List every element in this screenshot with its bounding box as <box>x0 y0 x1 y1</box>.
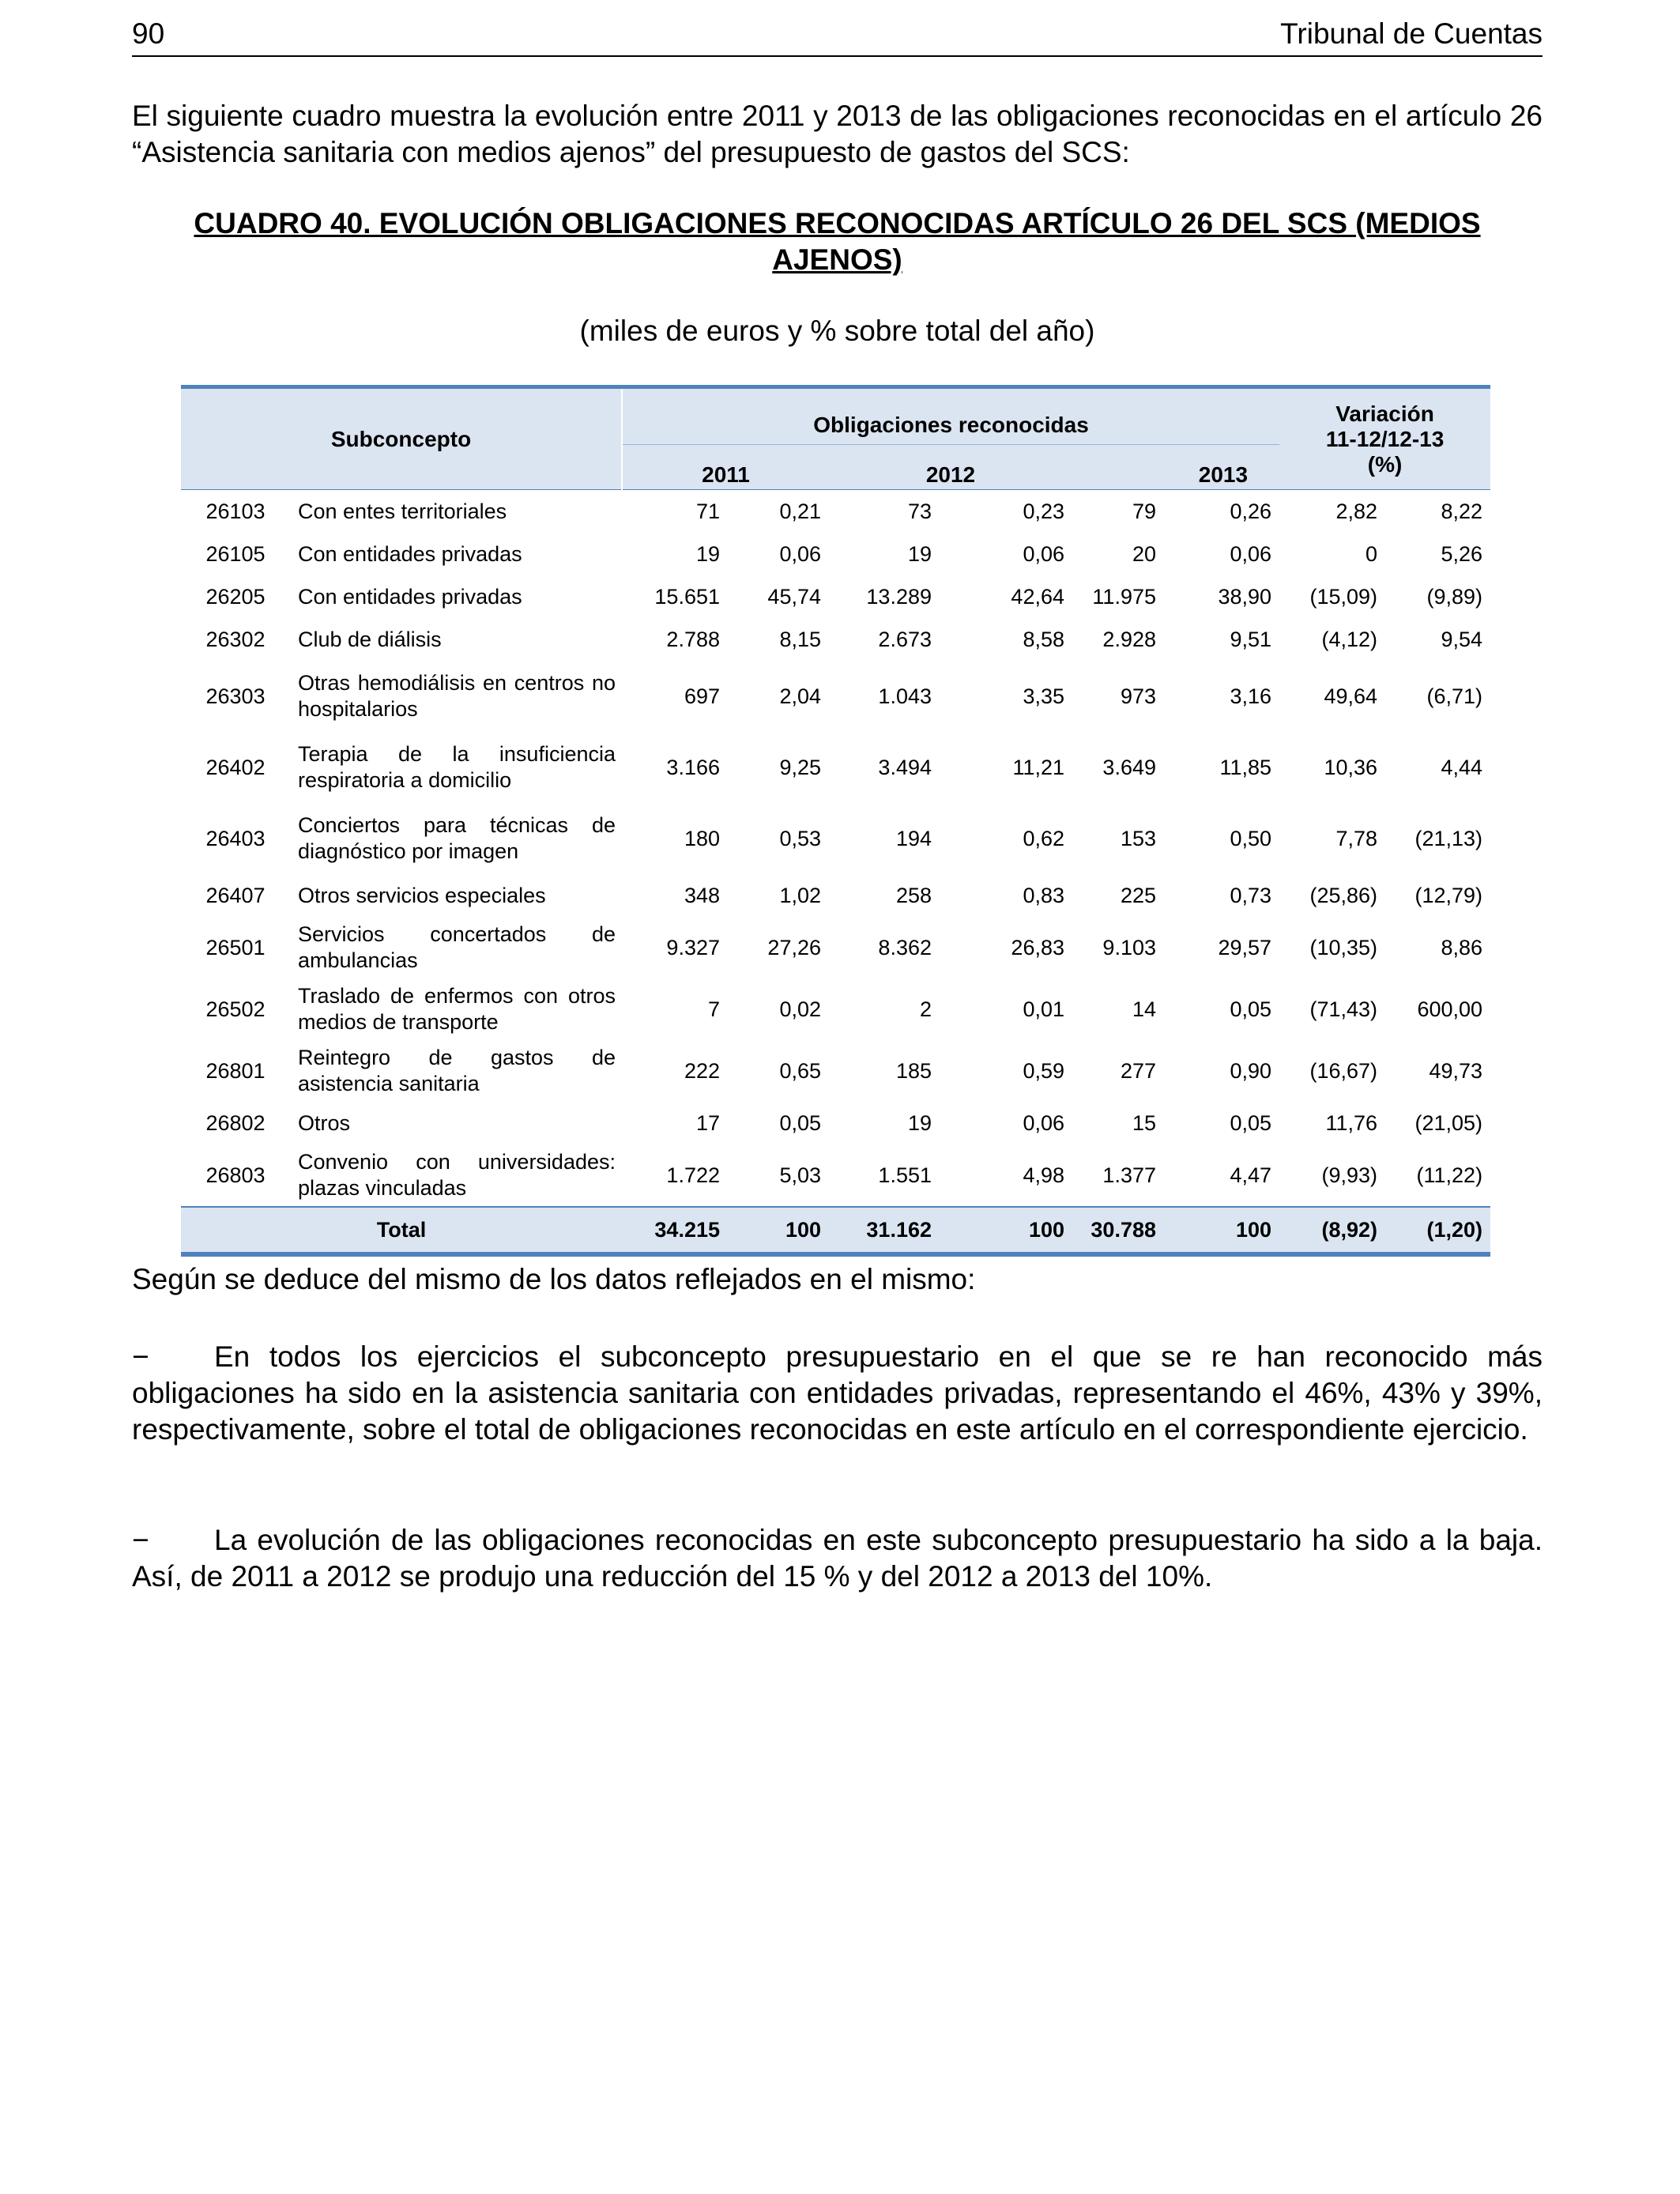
row-2012-value: 19 <box>907 541 932 566</box>
row-2011-pct: 0,02 <box>779 997 821 1021</box>
row-variation-11-12: (15,09) <box>1309 584 1378 609</box>
row-2012-pct: 0,23 <box>1023 499 1064 523</box>
row-code: 26103 <box>205 499 266 523</box>
row-2013-value: 973 <box>1120 684 1156 708</box>
header-year-2011: 2011 <box>622 445 829 490</box>
row-variation-12-13: 8,22 <box>1441 499 1483 523</box>
row-code: 26205 <box>205 584 266 609</box>
row-code: 26502 <box>205 997 266 1021</box>
row-variation-11-12: 7,78 <box>1335 826 1378 850</box>
header-organization: Tribunal de Cuentas <box>1280 17 1543 50</box>
row-2012-value: 8.362 <box>878 935 932 959</box>
row-2011-pct: 27,26 <box>767 935 821 959</box>
table-row <box>181 803 1490 874</box>
row-description: Terapia de la insuficiencia respiratoria a domicilio <box>298 742 616 792</box>
row-description: Otros <box>298 1110 351 1135</box>
row-description: Traslado de enfermos con otros medios de transporte <box>298 984 616 1034</box>
total-variation-11-12: (8,92) <box>1279 1207 1385 1254</box>
row-2013-value: 3.649 <box>1102 755 1156 779</box>
row-2012-pct: 42,64 <box>1011 584 1064 609</box>
table-row <box>181 575 1490 618</box>
row-variation-11-12: 49,64 <box>1324 684 1378 708</box>
bullet-item <box>132 1522 1543 1595</box>
header-variacion-line2: 11-12/12-13 <box>1325 426 1445 451</box>
total-2011-value: 34.215 <box>622 1207 728 1254</box>
row-2011-value: 3.166 <box>666 755 720 779</box>
row-2012-pct: 0,59 <box>1023 1058 1064 1083</box>
row-description: Reintegro de gastos de asistencia sanitaria <box>298 1046 616 1095</box>
bullet-dash: − <box>132 1524 149 1556</box>
row-variation-12-13: 49,73 <box>1429 1058 1483 1083</box>
row-2013-pct: 3,16 <box>1230 684 1272 708</box>
row-2011-pct: 0,21 <box>779 499 821 523</box>
row-2013-pct: 29,57 <box>1218 935 1272 959</box>
total-2011-pct: 100 <box>728 1207 829 1254</box>
row-2011-pct: 0,65 <box>779 1058 821 1083</box>
row-2011-value: 7 <box>707 997 720 1021</box>
conclusion-paragraph: Según se deduce del mismo de los datos reflejados en el mismo: <box>132 1263 976 1295</box>
bullet-text: En todos los ejercicios el subconcepto presupuestario en el que se re han reconocido más obligaciones ha sido en la asistencia sanitaria con entidades privadas, representando el 46%, 43% y 39%, respectivamente, sobre el total de obligaciones reconocidas en este artículo en el correspondiente ejercicio. <box>132 1340 1543 1446</box>
data-table-container <box>181 385 1490 1257</box>
row-variation-12-13: (21,13) <box>1414 826 1483 850</box>
row-description: Convenio con universidades: plazas vinculadas <box>298 1150 616 1200</box>
total-2012-value: 31.162 <box>829 1207 940 1254</box>
row-2012-pct: 26,83 <box>1011 935 1064 959</box>
row-2012-value: 194 <box>895 826 932 850</box>
table-row <box>181 1144 1490 1207</box>
table-row <box>181 732 1490 803</box>
row-2011-pct: 2,04 <box>779 684 821 708</box>
row-variation-11-12: 0 <box>1365 541 1378 566</box>
row-2012-pct: 8,58 <box>1023 627 1064 651</box>
row-variation-11-12: (10,35) <box>1309 935 1378 959</box>
page-header <box>132 14 1543 57</box>
row-variation-12-13: (21,05) <box>1414 1110 1483 1135</box>
row-description: Otros servicios especiales <box>298 883 546 907</box>
row-code: 26801 <box>205 1058 266 1083</box>
row-2012-value: 2.673 <box>878 627 932 651</box>
row-2012-value: 3.494 <box>878 755 932 779</box>
row-2013-value: 1.377 <box>1102 1163 1156 1187</box>
row-2013-value: 20 <box>1132 541 1156 566</box>
header-variacion <box>1279 389 1490 490</box>
table-row <box>181 1040 1490 1102</box>
row-description: Con entidades privadas <box>298 584 522 609</box>
row-code: 26407 <box>205 883 266 907</box>
row-2011-pct: 9,25 <box>779 755 821 779</box>
total-row <box>181 1207 1490 1254</box>
row-2012-pct: 0,01 <box>1023 997 1064 1021</box>
row-2013-value: 9.103 <box>1102 935 1156 959</box>
header-subconcepto: Subconcepto <box>181 389 622 490</box>
row-variation-12-13: 5,26 <box>1441 541 1483 566</box>
row-description: Otras hemodiálisis en centros no hospitalarios <box>298 671 616 721</box>
row-2011-value: 222 <box>684 1058 720 1083</box>
row-description: Con entes territoriales <box>298 499 507 523</box>
row-code: 26402 <box>205 755 266 779</box>
table-row <box>181 978 1490 1040</box>
row-2011-pct: 45,74 <box>767 584 821 609</box>
row-2012-value: 1.551 <box>878 1163 932 1187</box>
row-description: Con entidades privadas <box>298 541 522 566</box>
total-2013-pct: 100 <box>1164 1207 1279 1254</box>
row-2011-pct: 0,53 <box>779 826 821 850</box>
row-code: 26403 <box>205 826 266 850</box>
row-2013-pct: 0,90 <box>1230 1058 1272 1083</box>
row-variation-11-12: (4,12) <box>1321 627 1378 651</box>
row-variation-11-12: (16,67) <box>1309 1058 1378 1083</box>
row-2011-value: 9.327 <box>666 935 720 959</box>
row-2011-value: 15.651 <box>654 584 720 609</box>
row-2011-value: 2.788 <box>666 627 720 651</box>
row-2013-pct: 0,05 <box>1230 1110 1272 1135</box>
row-2013-value: 153 <box>1120 826 1156 850</box>
table-body <box>181 490 1490 1208</box>
row-2012-value: 258 <box>895 883 932 907</box>
row-2011-value: 697 <box>684 684 720 708</box>
row-2013-value: 2.928 <box>1102 627 1156 651</box>
table-title: CUADRO 40. EVOLUCIÓN OBLIGACIONES RECONOCIDAS ARTÍCULO 26 DEL SCS (MEDIOS AJENOS) <box>194 207 1481 276</box>
row-variation-11-12: (71,43) <box>1309 997 1378 1021</box>
row-2011-value: 17 <box>695 1110 720 1135</box>
row-2011-pct: 0,06 <box>779 541 821 566</box>
bullet-item <box>132 1339 1543 1448</box>
row-2013-value: 225 <box>1120 883 1156 907</box>
row-code: 26303 <box>205 684 266 708</box>
row-2013-pct: 4,47 <box>1230 1163 1272 1187</box>
header-variacion-line3: (%) <box>1367 451 1403 477</box>
total-label: Total <box>181 1207 622 1254</box>
row-variation-12-13: (12,79) <box>1414 883 1483 907</box>
total-2012-pct: 100 <box>940 1207 1072 1254</box>
row-2012-value: 19 <box>907 1110 932 1135</box>
row-2012-value: 2 <box>919 997 932 1021</box>
table-row <box>181 917 1490 978</box>
row-2013-pct: 11,85 <box>1219 755 1272 779</box>
row-2013-value: 14 <box>1132 997 1156 1021</box>
header-variacion-line1: Variación <box>1335 401 1434 426</box>
row-2013-pct: 0,26 <box>1230 499 1272 523</box>
row-2013-pct: 0,73 <box>1230 883 1272 907</box>
row-2011-pct: 5,03 <box>779 1163 821 1187</box>
row-variation-11-12: 10,36 <box>1324 755 1378 779</box>
row-code: 26802 <box>205 1110 266 1135</box>
row-2012-value: 73 <box>907 499 932 523</box>
obligations-table <box>181 389 1490 1257</box>
bullet-text: La evolución de las obligaciones reconocidas en este subconcepto presupuestario ha sido a la baja. Así, de 2011 a 2012 se produjo una reducción del 15 % y del 2012 a 2013 del 10%. <box>132 1524 1543 1593</box>
total-variation-12-13: (1,20) <box>1385 1207 1490 1254</box>
row-2012-pct: 4,98 <box>1023 1163 1064 1187</box>
row-2012-pct: 3,35 <box>1023 684 1064 708</box>
row-variation-11-12: (25,86) <box>1309 883 1378 907</box>
row-2013-pct: 38,90 <box>1218 584 1272 609</box>
row-variation-12-13: (9,89) <box>1426 584 1483 609</box>
table-row <box>181 1102 1490 1144</box>
row-code: 26803 <box>205 1163 266 1187</box>
page-number: 90 <box>132 17 165 50</box>
row-variation-12-13: 9,54 <box>1441 627 1483 651</box>
row-2012-pct: 0,83 <box>1023 883 1064 907</box>
row-description: Conciertos para técnicas de diagnóstico por imagen <box>298 813 616 863</box>
intro-paragraph: El siguiente cuadro muestra la evolución entre 2011 y 2013 de las obligaciones reconocidas en el artículo 26 “Asistencia sanitaria con medios ajenos” del presupuesto de gastos del SCS: <box>132 100 1543 168</box>
row-2011-value: 180 <box>684 826 720 850</box>
table-row <box>181 533 1490 575</box>
row-2013-value: 79 <box>1132 499 1156 523</box>
row-2011-value: 348 <box>684 883 720 907</box>
row-2011-pct: 1,02 <box>779 883 821 907</box>
row-2011-value: 1.722 <box>666 1163 720 1187</box>
row-2012-pct: 11,21 <box>1012 755 1064 779</box>
row-2012-value: 13.289 <box>866 584 932 609</box>
row-2011-pct: 0,05 <box>779 1110 821 1135</box>
row-2012-value: 185 <box>895 1058 932 1083</box>
row-variation-12-13: (11,22) <box>1416 1163 1483 1187</box>
row-2013-pct: 0,06 <box>1230 541 1272 566</box>
total-2013-value: 30.788 <box>1072 1207 1164 1254</box>
row-variation-12-13: 600,00 <box>1417 997 1483 1021</box>
row-variation-11-12: 11,76 <box>1325 1110 1378 1135</box>
row-2012-pct: 0,62 <box>1023 826 1064 850</box>
row-2013-pct: 0,50 <box>1230 826 1272 850</box>
row-variation-12-13: (6,71) <box>1426 684 1483 708</box>
row-description: Club de diálisis <box>298 627 442 651</box>
table-row <box>181 874 1490 917</box>
header-year-2013: 2013 <box>1072 445 1279 490</box>
row-variation-12-13: 8,86 <box>1441 935 1483 959</box>
table-row <box>181 661 1490 732</box>
bullet-dash: − <box>132 1340 149 1373</box>
row-2012-value: 1.043 <box>878 684 932 708</box>
row-2011-value: 71 <box>695 499 720 523</box>
row-code: 26105 <box>205 541 266 566</box>
row-2013-value: 277 <box>1120 1058 1156 1083</box>
table-units: (miles de euros y % sobre total del año) <box>579 315 1095 347</box>
row-2013-value: 11.975 <box>1092 584 1156 609</box>
row-2011-value: 19 <box>695 541 720 566</box>
header-obligaciones: Obligaciones reconocidas <box>622 389 1279 445</box>
header-year-2012: 2012 <box>829 445 1072 490</box>
row-2013-pct: 0,05 <box>1230 997 1272 1021</box>
table-row <box>181 490 1490 533</box>
row-2013-value: 15 <box>1132 1110 1156 1135</box>
row-variation-11-12: (9,93) <box>1321 1163 1378 1187</box>
row-2012-pct: 0,06 <box>1023 541 1064 566</box>
row-code: 26501 <box>205 935 266 959</box>
row-2011-pct: 8,15 <box>779 627 821 651</box>
row-2013-pct: 9,51 <box>1230 627 1272 651</box>
table-row <box>181 618 1490 661</box>
row-description: Servicios concertados de ambulancias <box>298 922 616 972</box>
row-2012-pct: 0,06 <box>1023 1110 1064 1135</box>
row-variation-11-12: 2,82 <box>1335 499 1378 523</box>
row-code: 26302 <box>205 627 266 651</box>
row-variation-12-13: 4,44 <box>1441 755 1483 779</box>
